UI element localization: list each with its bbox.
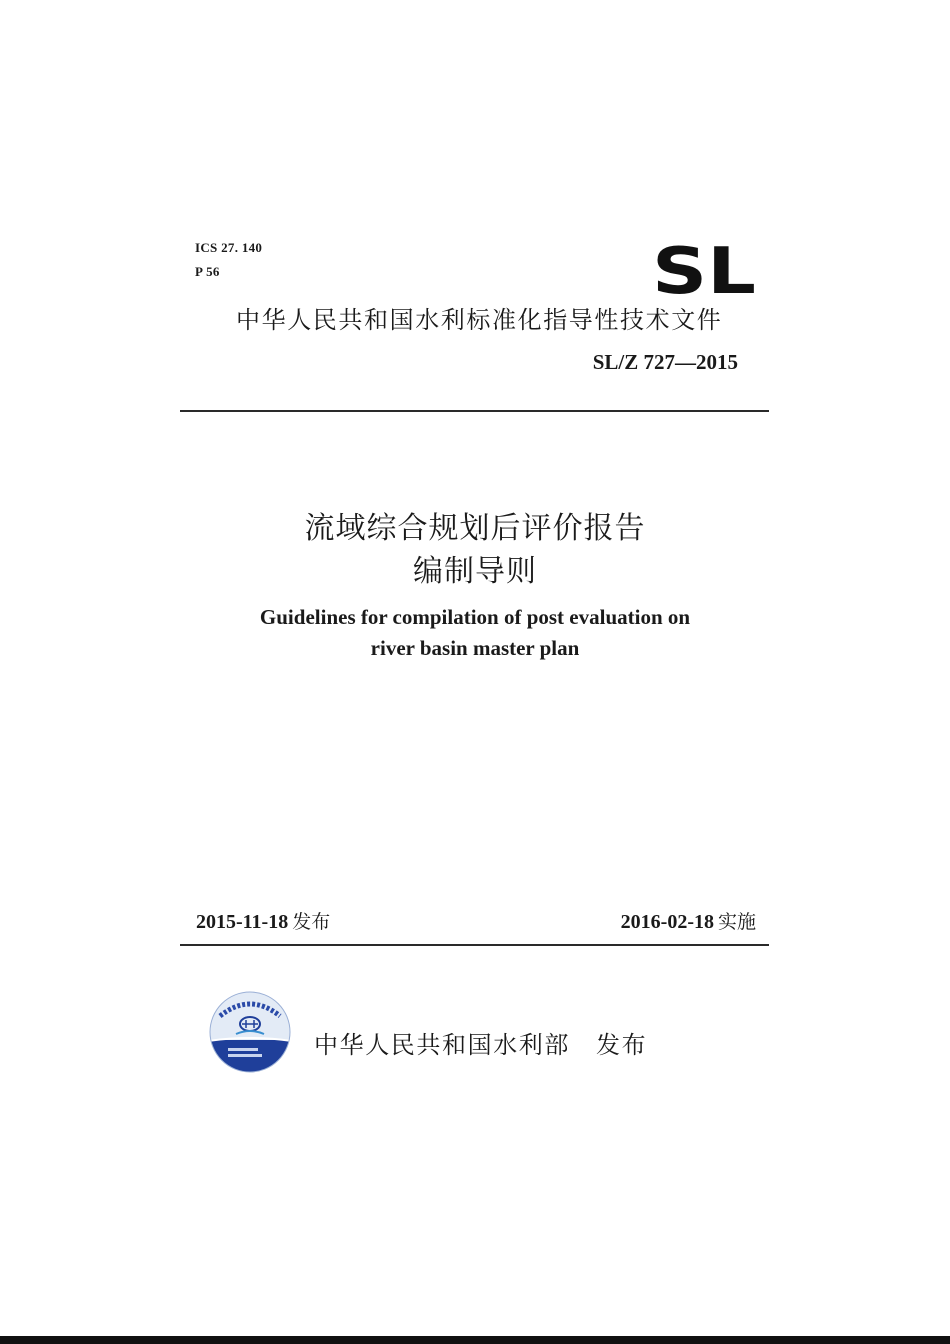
title-cn-line2: 编制导则 bbox=[413, 554, 537, 589]
anti-counterfeit-seal-icon bbox=[208, 990, 292, 1074]
ics-code: ICS 27. 140 bbox=[195, 240, 263, 255]
publisher-row bbox=[314, 1025, 647, 1060]
issue-date-row bbox=[196, 907, 330, 934]
title-en-line1: Guidelines for compilation of post evaluation on bbox=[259, 605, 691, 629]
issue-date: 2015-11-18 bbox=[196, 911, 289, 933]
title-cn-line1: 流域综合规划后评价报告 bbox=[304, 511, 646, 546]
classification-code: P 56 bbox=[195, 264, 220, 279]
title-en-line2: river basin master plan bbox=[370, 636, 580, 660]
top-divider bbox=[180, 410, 769, 412]
sl-logo-text: SL bbox=[652, 243, 756, 295]
implementation-date: 2016-02-18 bbox=[620, 911, 714, 933]
publisher-action: 发布 bbox=[596, 1031, 648, 1059]
implementation-label: 实施 bbox=[717, 911, 756, 933]
issue-label: 发布 bbox=[292, 911, 331, 933]
implementation-date-row bbox=[621, 907, 756, 934]
issuer-heading: 中华人民共和国水利标准化指导性技术文件 bbox=[236, 306, 723, 334]
standard-number: SL/Z 727—2015 bbox=[592, 350, 738, 374]
scan-bottom-edge bbox=[0, 1336, 950, 1344]
bottom-divider bbox=[180, 944, 769, 946]
publisher-name: 中华人民共和国水利部 bbox=[314, 1031, 570, 1059]
sl-logo-icon bbox=[652, 243, 756, 295]
